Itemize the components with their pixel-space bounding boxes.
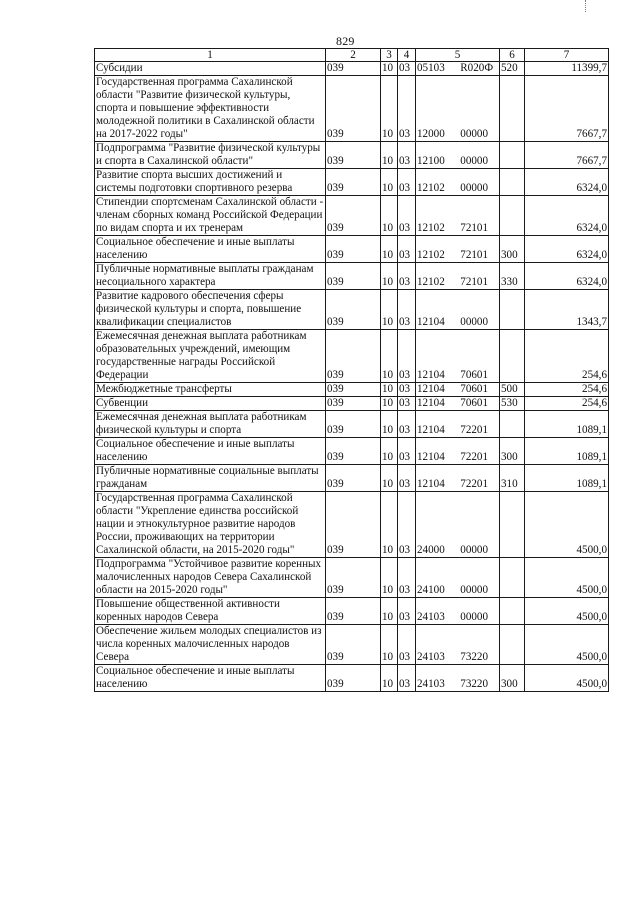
- row-amount: 6324,0: [525, 236, 609, 263]
- row-name-cell: Субвенции: [95, 397, 326, 411]
- row-name-cell: Развитие спорта высших достижений и системы подготовки спортивного резерва: [95, 169, 326, 196]
- row-target-code: 12104 70601: [416, 383, 500, 397]
- row-ministry-code: 039: [326, 196, 381, 236]
- scan-artifact-mark: [585, 0, 588, 12]
- row-expense-type: 530: [500, 397, 525, 411]
- row-amount: 254,6: [525, 330, 609, 383]
- row-target-code: 12102 72101: [416, 236, 500, 263]
- table-row: [95, 397, 609, 411]
- row-subsection-code: 03: [398, 465, 416, 492]
- row-section-code: 10: [381, 598, 398, 625]
- row-expense-type: [500, 76, 525, 142]
- row-target-code: 05103 R020Ф: [416, 62, 500, 76]
- row-amount: 4500,0: [525, 625, 609, 665]
- header-col-2: 2: [326, 49, 381, 62]
- row-ministry-code: 039: [326, 438, 381, 465]
- header-col-1: 1: [95, 49, 326, 62]
- row-section-code: 10: [381, 625, 398, 665]
- row-expense-type: [500, 411, 525, 438]
- row-amount: 254,6: [525, 383, 609, 397]
- row-name-cell: Подпрограмма "Развитие физической культуры и спорта в Сахалинской области": [95, 142, 326, 169]
- row-target-code: 12104 00000: [416, 290, 500, 330]
- table-body: [95, 62, 609, 692]
- row-section-code: 10: [381, 492, 398, 558]
- row-expense-type: [500, 492, 525, 558]
- row-expense-type: 330: [500, 263, 525, 290]
- row-expense-type: 300: [500, 236, 525, 263]
- row-section-code: 10: [381, 290, 398, 330]
- row-amount: 6324,0: [525, 196, 609, 236]
- row-ministry-code: 039: [326, 411, 381, 438]
- row-subsection-code: 03: [398, 397, 416, 411]
- row-ministry-code: 039: [326, 558, 381, 598]
- row-amount: 1343,7: [525, 290, 609, 330]
- row-section-code: 10: [381, 438, 398, 465]
- row-expense-type: [500, 290, 525, 330]
- row-subsection-code: 03: [398, 558, 416, 598]
- row-amount: 6324,0: [525, 263, 609, 290]
- budget-table: [94, 48, 609, 692]
- row-section-code: 10: [381, 263, 398, 290]
- row-target-code: 12102 72101: [416, 196, 500, 236]
- row-name-cell: Ежемесячная денежная выплата работникам образовательных учреждений, имеющим государственные награды Российской Федерации: [95, 330, 326, 383]
- row-section-code: 10: [381, 142, 398, 169]
- row-subsection-code: 03: [398, 625, 416, 665]
- row-ministry-code: 039: [326, 169, 381, 196]
- table-row: [95, 236, 609, 263]
- table-row: [95, 263, 609, 290]
- row-expense-type: [500, 169, 525, 196]
- header-col-5: 5: [416, 49, 500, 62]
- page-number: 829: [336, 34, 355, 48]
- row-section-code: 10: [381, 558, 398, 598]
- row-ministry-code: 039: [326, 76, 381, 142]
- row-target-code: 12104 70601: [416, 397, 500, 411]
- row-subsection-code: 03: [398, 196, 416, 236]
- row-name-cell: Развитие кадрового обеспечения сферы физической культуры и спорта, повышение квалификации специалистов: [95, 290, 326, 330]
- row-ministry-code: 039: [326, 236, 381, 263]
- row-expense-type: [500, 598, 525, 625]
- row-expense-type: [500, 196, 525, 236]
- row-section-code: 10: [381, 330, 398, 383]
- row-target-code: 12104 72201: [416, 411, 500, 438]
- table-row: [95, 196, 609, 236]
- row-subsection-code: 03: [398, 598, 416, 625]
- row-expense-type: [500, 142, 525, 169]
- row-ministry-code: 039: [326, 492, 381, 558]
- row-subsection-code: 03: [398, 236, 416, 263]
- table-row: [95, 142, 609, 169]
- row-amount: 4500,0: [525, 558, 609, 598]
- row-ministry-code: 039: [326, 383, 381, 397]
- table-row: [95, 465, 609, 492]
- row-target-code: 12104 72201: [416, 438, 500, 465]
- row-amount: 254,6: [525, 397, 609, 411]
- row-subsection-code: 03: [398, 263, 416, 290]
- row-expense-type: [500, 558, 525, 598]
- row-target-code: 12104 70601: [416, 330, 500, 383]
- row-section-code: 10: [381, 62, 398, 76]
- row-subsection-code: 03: [398, 411, 416, 438]
- row-expense-type: 300: [500, 665, 525, 692]
- row-name-cell: Подпрограмма "Устойчивое развитие коренных малочисленных народов Севера Сахалинской области на 2015-2020 годы": [95, 558, 326, 598]
- row-section-code: 10: [381, 169, 398, 196]
- row-amount: 1089,1: [525, 465, 609, 492]
- row-ministry-code: 039: [326, 625, 381, 665]
- table-row: [95, 169, 609, 196]
- row-target-code: 12000 00000: [416, 76, 500, 142]
- row-expense-type: 520: [500, 62, 525, 76]
- table-row: [95, 665, 609, 692]
- row-name-cell: Обеспечение жильем молодых специалистов из числа коренных малочисленных народов Севера: [95, 625, 326, 665]
- row-ministry-code: 039: [326, 598, 381, 625]
- table-row: [95, 598, 609, 625]
- row-subsection-code: 03: [398, 169, 416, 196]
- row-name-cell: Публичные нормативные выплаты гражданам несоциального характера: [95, 263, 326, 290]
- row-name-cell: Стипендии спортсменам Сахалинской области - членам сборных команд Российской Федерации по видам спорта и их тренерам: [95, 196, 326, 236]
- row-target-code: 12102 72101: [416, 263, 500, 290]
- row-subsection-code: 03: [398, 665, 416, 692]
- row-amount: 4500,0: [525, 665, 609, 692]
- header-col-7: 7: [525, 49, 609, 62]
- row-section-code: 10: [381, 665, 398, 692]
- row-amount: 6324,0: [525, 169, 609, 196]
- row-section-code: 10: [381, 397, 398, 411]
- table-row: [95, 438, 609, 465]
- row-subsection-code: 03: [398, 438, 416, 465]
- row-expense-type: [500, 330, 525, 383]
- row-section-code: 10: [381, 76, 398, 142]
- row-section-code: 10: [381, 236, 398, 263]
- row-target-code: 24000 00000: [416, 492, 500, 558]
- row-section-code: 10: [381, 411, 398, 438]
- row-ministry-code: 039: [326, 62, 381, 76]
- row-expense-type: 500: [500, 383, 525, 397]
- row-subsection-code: 03: [398, 62, 416, 76]
- row-name-cell: Ежемесячная денежная выплата работникам физической культуры и спорта: [95, 411, 326, 438]
- row-target-code: 12102 00000: [416, 169, 500, 196]
- row-subsection-code: 03: [398, 76, 416, 142]
- row-ministry-code: 039: [326, 263, 381, 290]
- row-target-code: 24103 73220: [416, 625, 500, 665]
- row-target-code: 12100 00000: [416, 142, 500, 169]
- row-ministry-code: 039: [326, 465, 381, 492]
- row-section-code: 10: [381, 465, 398, 492]
- row-name-cell: Государственная программа Сахалинской области "Развитие физической культуры, спорта и повышение эффективности молодежной политики в Сахалинской области на 2017-2022 годы": [95, 76, 326, 142]
- row-section-code: 10: [381, 383, 398, 397]
- table-row: [95, 625, 609, 665]
- row-name-cell: Социальное обеспечение и иные выплаты населению: [95, 665, 326, 692]
- row-ministry-code: 039: [326, 290, 381, 330]
- table-header-row: [95, 49, 609, 62]
- table-row: [95, 492, 609, 558]
- row-amount: 4500,0: [525, 492, 609, 558]
- row-amount: 11399,7: [525, 62, 609, 76]
- row-name-cell: Субсидии: [95, 62, 326, 76]
- header-col-3: 3: [381, 49, 398, 62]
- row-target-code: 24100 00000: [416, 558, 500, 598]
- table-row: [95, 383, 609, 397]
- row-ministry-code: 039: [326, 142, 381, 169]
- row-expense-type: 300: [500, 438, 525, 465]
- row-subsection-code: 03: [398, 142, 416, 169]
- table-row: [95, 558, 609, 598]
- row-name-cell: Повышение общественной активности коренных народов Севера: [95, 598, 326, 625]
- row-name-cell: Социальное обеспечение и иные выплаты населению: [95, 236, 326, 263]
- table-row: [95, 411, 609, 438]
- header-col-4: 4: [398, 49, 416, 62]
- row-subsection-code: 03: [398, 492, 416, 558]
- table-row: [95, 76, 609, 142]
- row-name-cell: Межбюджетные трансферты: [95, 383, 326, 397]
- table-row: [95, 62, 609, 76]
- row-amount: 1089,1: [525, 438, 609, 465]
- row-target-code: 12104 72201: [416, 465, 500, 492]
- row-name-cell: Публичные нормативные социальные выплаты гражданам: [95, 465, 326, 492]
- header-col-6: 6: [500, 49, 525, 62]
- row-target-code: 24103 73220: [416, 665, 500, 692]
- row-name-cell: Государственная программа Сахалинской области "Укрепление единства российской нации и этнокультурное развитие народов России, проживающих на территории Сахалинской области, на 2015-2020 годы": [95, 492, 326, 558]
- row-amount: 7667,7: [525, 142, 609, 169]
- row-target-code: 24103 00000: [416, 598, 500, 625]
- row-amount: 4500,0: [525, 598, 609, 625]
- row-expense-type: 310: [500, 465, 525, 492]
- row-amount: 1089,1: [525, 411, 609, 438]
- row-section-code: 10: [381, 196, 398, 236]
- row-ministry-code: 039: [326, 665, 381, 692]
- row-subsection-code: 03: [398, 330, 416, 383]
- row-subsection-code: 03: [398, 290, 416, 330]
- row-name-cell: Социальное обеспечение и иные выплаты населению: [95, 438, 326, 465]
- table-row: [95, 330, 609, 383]
- table-row: [95, 290, 609, 330]
- row-ministry-code: 039: [326, 397, 381, 411]
- row-ministry-code: 039: [326, 330, 381, 383]
- row-expense-type: [500, 625, 525, 665]
- row-subsection-code: 03: [398, 383, 416, 397]
- row-amount: 7667,7: [525, 76, 609, 142]
